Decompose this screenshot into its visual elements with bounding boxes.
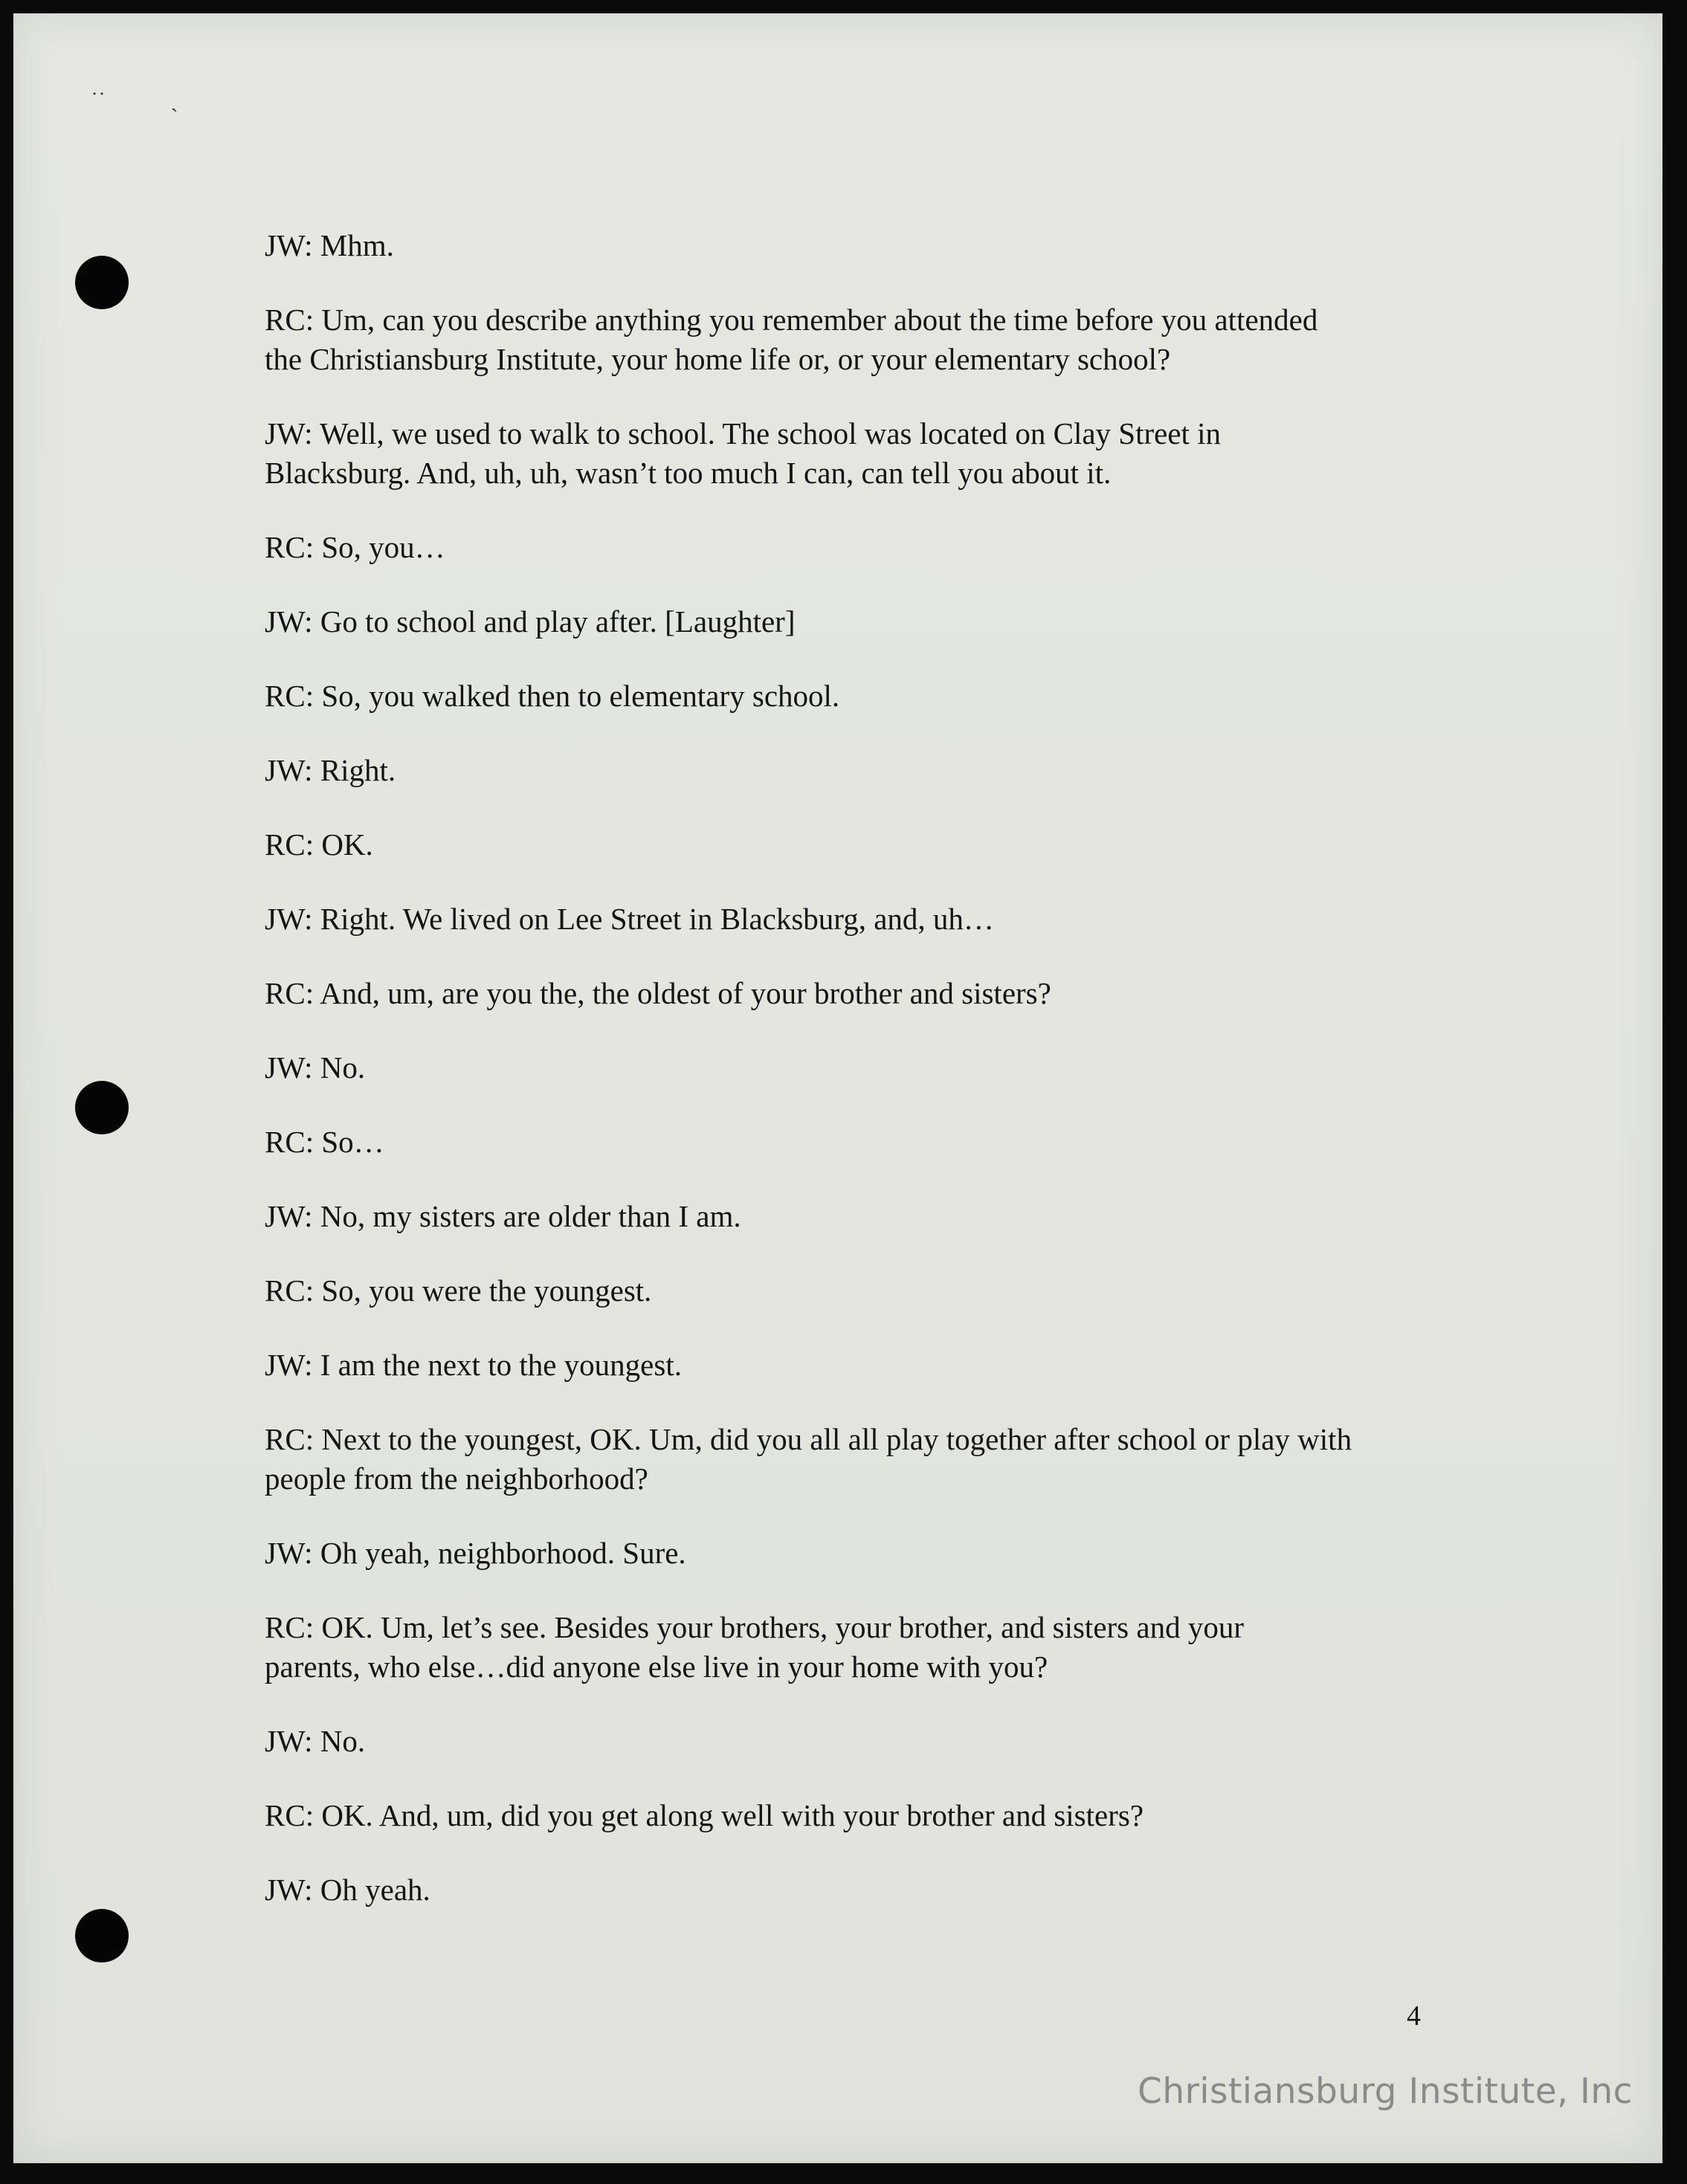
scan-specks: [91, 88, 237, 113]
transcript-line: JW: Mhm.: [265, 228, 394, 262]
page-number: 4: [1407, 2000, 1421, 2032]
transcript-line: RC: So, you…: [265, 530, 445, 564]
transcript-line: RC: So, you were the youngest.: [265, 1273, 652, 1308]
transcript-line: JW: I am the next to the youngest.: [265, 1348, 682, 1382]
punch-hole-middle: [75, 1081, 129, 1134]
speck-mark: ˙˙: [91, 88, 106, 112]
transcript-line: JW: Right. We lived on Lee Street in Blacksburg, and, uh…: [265, 902, 994, 936]
punch-hole-bottom: [75, 1909, 129, 1962]
transcript-line: JW: No.: [265, 1050, 366, 1085]
transcript-line: JW: Oh yeah, neighborhood. Sure.: [265, 1536, 686, 1570]
transcript-line: RC: And, um, are you the, the oldest of your brother and sisters?: [265, 976, 1051, 1010]
transcript-line: RC: Next to the youngest, OK. Um, did you all all play together after school or play with people from the neighborhood?: [265, 1422, 1352, 1496]
transcript-line: RC: OK. Um, let’s see. Besides your brothers, your brother, and sisters and your parents, who else…did anyone else live in your home with you?: [265, 1610, 1244, 1684]
transcript-line: RC: So…: [265, 1125, 384, 1159]
transcript-line: JW: Well, we used to walk to school. The school was located on Clay Street in Blacksburg. And, uh, uh, wasn’t too much I can, can tell you about it.: [265, 416, 1222, 490]
transcript-line: RC: So, you walked then to elementary school.: [265, 679, 840, 713]
punch-hole-top: [75, 256, 129, 309]
transcript-line: JW: Go to school and play after. [Laughter]: [265, 604, 796, 639]
transcript-line: JW: Oh yeah.: [265, 1873, 430, 1907]
transcript-line: JW: No.: [265, 1724, 366, 1758]
transcript-line: JW: Right.: [265, 753, 396, 787]
watermark-text: Christiansburg Institute, Inc: [1138, 2071, 1633, 2112]
transcript-line: RC: OK. And, um, did you get along well with your brother and sisters?: [265, 1798, 1144, 1832]
speck-mark: ˎ: [170, 88, 178, 112]
transcript-line: RC: OK.: [265, 827, 373, 862]
paper-sheet: [13, 13, 1662, 2163]
transcript-line: JW: No, my sisters are older than I am.: [265, 1199, 741, 1233]
transcript-line: RC: Um, can you describe anything you remember about the time before you attended the Christiansburg Institute, your home life or, or your elementary school?: [265, 303, 1318, 376]
interview-transcript: [265, 226, 1484, 1945]
